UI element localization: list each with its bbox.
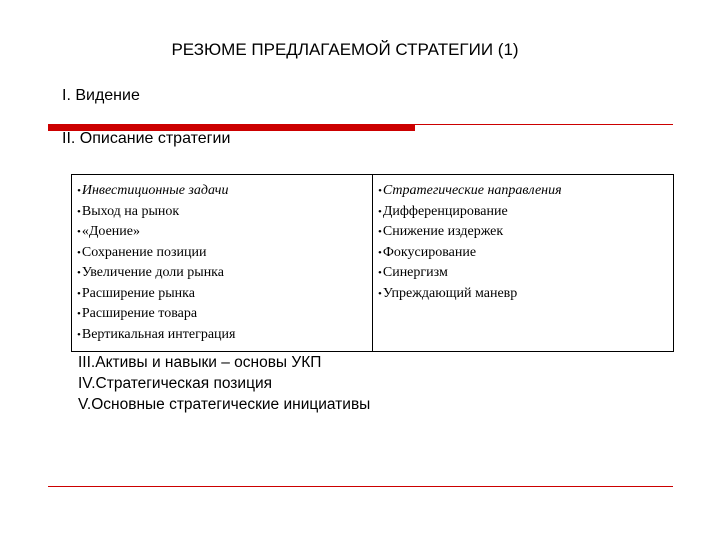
list-item-label: Сохранение позиции xyxy=(81,244,207,260)
list-item-label: Выход на рынок xyxy=(81,203,180,219)
footer-line xyxy=(48,486,673,487)
list-item-label: Вертикальная интеграция xyxy=(81,326,236,342)
column-heading: Стратегические направления xyxy=(382,183,562,198)
bullet-icon: • xyxy=(77,308,81,320)
column-divider xyxy=(372,175,373,351)
list-item xyxy=(378,202,562,223)
bullet-icon: • xyxy=(378,226,382,238)
list-item xyxy=(77,325,235,346)
list-item xyxy=(378,263,562,284)
list-item xyxy=(378,243,562,264)
slide-title: РЕЗЮМЕ ПРЕДЛАГАЕМОЙ СТРАТЕГИИ (1) xyxy=(171,40,519,59)
list-item xyxy=(378,181,562,202)
list-item xyxy=(378,222,562,243)
section-strategy-description: II. Описание стратегии xyxy=(62,130,231,147)
bullet-icon: • xyxy=(378,267,382,279)
list-item-label: Фокусирование xyxy=(382,244,477,260)
column-heading: Инвестиционные задачи xyxy=(81,183,229,198)
list-item xyxy=(77,263,235,284)
investment-tasks-column xyxy=(77,181,235,345)
list-item-label: Синергизм xyxy=(382,265,448,280)
list-item xyxy=(77,243,235,264)
list-item xyxy=(77,304,235,325)
list-item-label: Дифференцирование xyxy=(382,203,508,219)
list-item xyxy=(77,202,235,223)
bullet-icon: • xyxy=(378,246,382,259)
list-item xyxy=(378,284,562,305)
bullet-icon: • xyxy=(378,205,382,218)
section-vision: I. Видение xyxy=(62,87,140,104)
list-item-label: Упреждающий маневр xyxy=(382,285,518,301)
list-item xyxy=(77,222,235,243)
strategy-table xyxy=(71,174,674,352)
remaining-sections xyxy=(78,352,370,415)
bullet-icon: • xyxy=(77,246,81,259)
section-strategic-initiatives: V.Основные стратегические инициативы xyxy=(78,396,371,413)
bullet-icon: • xyxy=(77,267,81,279)
list-item-label: Расширение товара xyxy=(81,306,198,321)
bullet-icon: • xyxy=(77,185,81,197)
strategic-directions-column xyxy=(378,181,562,304)
list-item xyxy=(77,181,235,202)
list-item-label: Увеличение доли рынка xyxy=(81,265,224,280)
list-item xyxy=(77,284,235,305)
bullet-icon: • xyxy=(378,287,382,300)
list-item-label: «Доение» xyxy=(81,224,140,239)
bullet-icon: • xyxy=(77,328,81,341)
bullet-icon: • xyxy=(77,287,81,300)
bullet-icon: • xyxy=(378,185,382,197)
section-strategic-position: IV.Стратегическая позиция xyxy=(78,375,272,392)
section-assets-skills: III.Активы и навыки – основы УКП xyxy=(78,354,322,371)
bullet-icon: • xyxy=(77,205,81,218)
accent-line xyxy=(415,124,673,125)
bullet-icon: • xyxy=(77,226,81,238)
list-item-label: Снижение издержек xyxy=(382,224,504,239)
list-item-label: Расширение рынка xyxy=(81,285,195,301)
